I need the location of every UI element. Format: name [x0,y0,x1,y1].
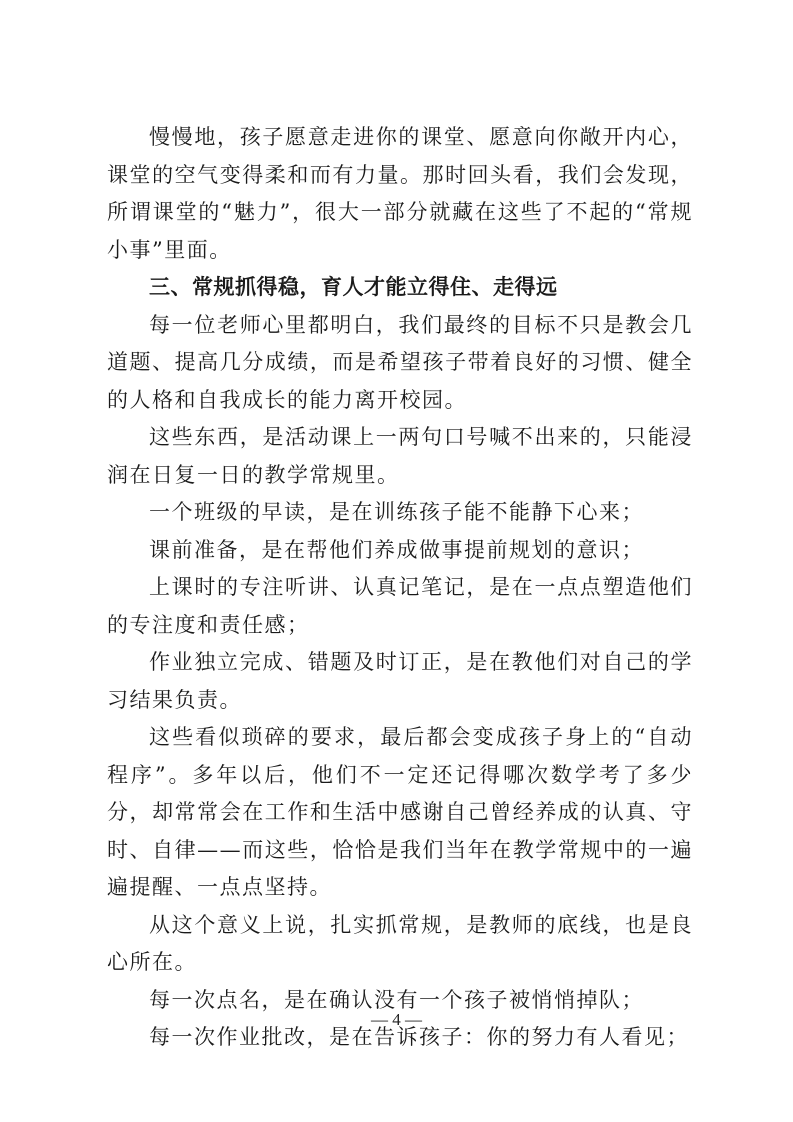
body-paragraph: 作业独立完成、错题及时订正，是在教他们对自己的学习结果负责。 [107,650,693,712]
body-paragraph: 一个班级的早读，是在训练孩子能不能静下心来； [149,500,644,524]
page-number: — 4 — [371,1010,422,1029]
body-paragraph: 每一次点名，是在确认没有一个孩子被悄悄掉队； [149,987,644,1012]
body-paragraph: 这些东西，是活动课上一两句口号喊不出来的，只能浸润在日复一日的教学常规里。 [107,425,693,487]
body-paragraph: 从这个意义上说，扎实抓常规，是教师的底线，也是良心所在。 [107,912,693,974]
body-paragraph: 慢慢地，孩子愿意走进你的课堂、愿意向你敞开内心，课堂的空气变得柔和而有力量。那时回头看，我们会发现，所谓课堂的“魅力”，很大一部分就藏在这些了不起的“常规小事”里面。 [107,125,693,262]
body-paragraph: 每一位老师心里都明白，我们最终的目标不只是教会几道题、提高几分成绩，而是希望孩子带着良好的习惯、健全的人格和自我成长的能力离开校园。 [107,312,693,412]
section-heading: 三、常规抓得稳，育人才能立得住、走得远 [149,275,558,299]
body-paragraph: 每一次作业批改，是在告诉孩子：你的努力有人看见； [149,1025,689,1049]
body-paragraph: 上课时的专注听讲、认真记笔记，是在一点点塑造他们的专注度和责任感； [107,575,693,637]
body-paragraph: 课前准备，是在帮他们养成做事提前规划的意识； [149,537,644,562]
document-body [107,119,693,1057]
body-paragraph: 这些看似琐碎的要求，最后都会变成孩子身上的“自动程序”。多年以后，他们不一定还记得哪次数学考了多少分，却常常会在工作和生活中感谢自己曾经养成的认真、守时、自律——而这些，恰恰是我们当年在教学常规中的一遍遍提醒、一点点坚持。 [107,725,693,899]
